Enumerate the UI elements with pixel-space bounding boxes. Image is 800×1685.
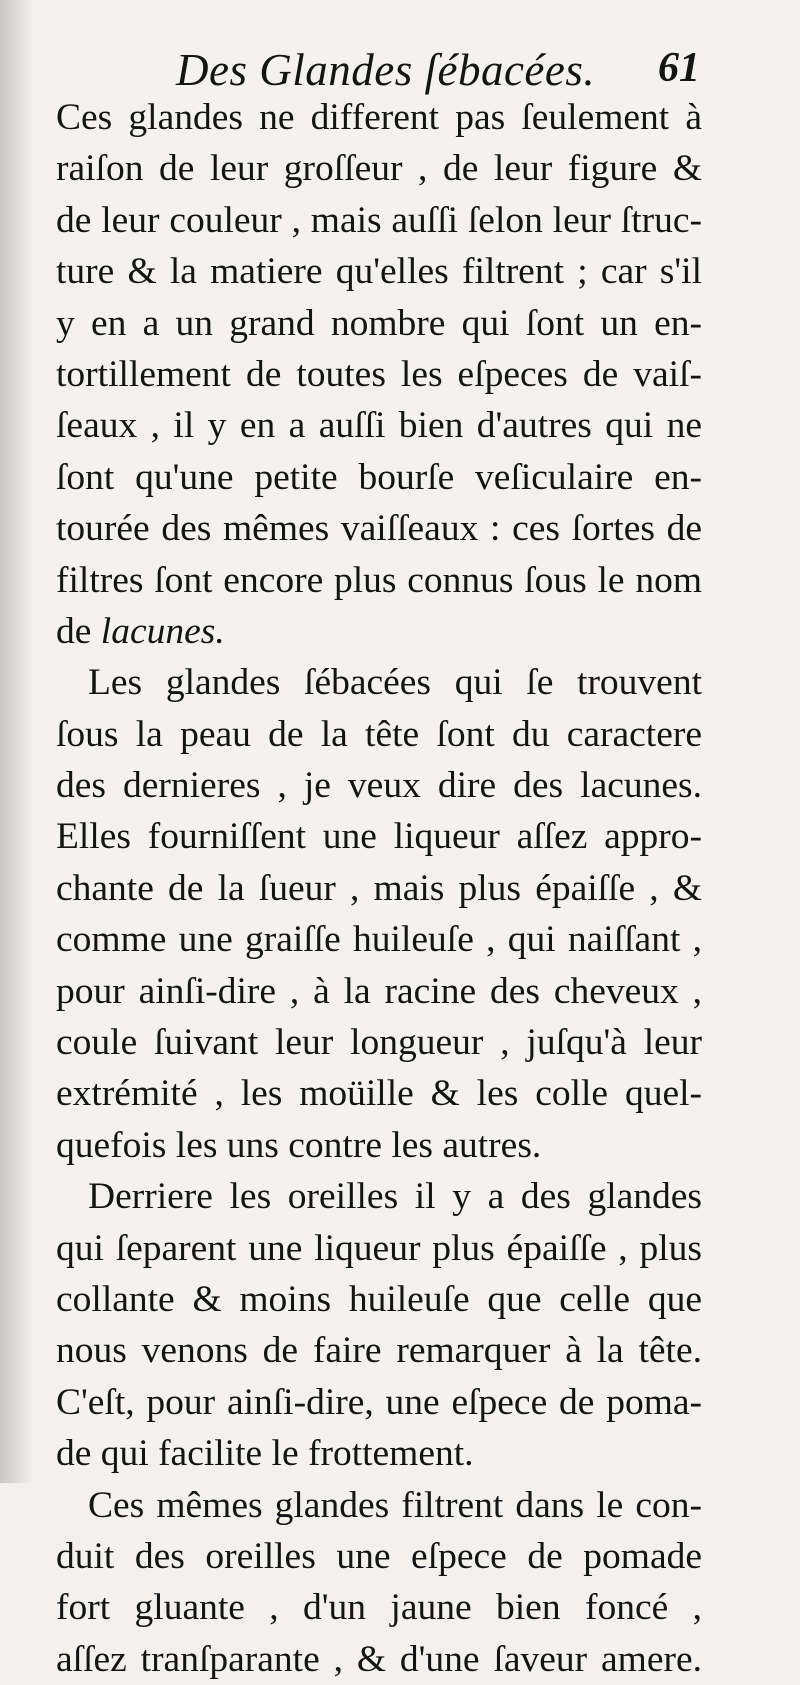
text-line: de leur couleur , mais auſſi ſelon leur ſtruc- [56, 199, 702, 241]
text-line [56, 606, 702, 657]
text-line: C'eſt, pour ainſi-dire, une eſpece de poma- [56, 1381, 702, 1423]
text-line: extrémité , les moüille & les colle quel- [56, 1073, 702, 1115]
text-line: ſont qu'une petite bourſe veſiculaire en- [56, 456, 702, 498]
paragraph [56, 92, 702, 657]
text-line: duit des oreilles une eſpece de pomade [56, 1535, 702, 1577]
text-line: chante de la ſueur , mais plus épaiſſe , & [56, 867, 702, 909]
text-line: Derriere les oreilles il y a des glandes [88, 1176, 702, 1218]
text-line: quefois les uns contre les autres. [56, 1124, 542, 1166]
binding-shadow [0, 0, 34, 1483]
text-line: ſous la peau de la tête ſont du caractere [56, 713, 702, 755]
italic-term: lacunes. [100, 610, 225, 652]
text-line: qui ſeparent une liqueur plus épaiſſe , plus [56, 1227, 702, 1269]
paragraph [56, 657, 702, 1171]
text-line: ture & la matiere qu'elles filtrent ; car s'il [56, 251, 702, 293]
text-line: tourée des mêmes vaiſſeaux : ces ſortes de [56, 508, 702, 550]
text-line: Ces mêmes glandes filtrent dans le con- [88, 1484, 702, 1526]
text-line: Les glandes ſébacées qui ſe trouvent [88, 662, 702, 704]
text-line: coule ſuivant leur longueur , juſqu'à leur [56, 1022, 702, 1064]
text-line: tortillement de toutes les eſpeces de vaiſ- [56, 353, 702, 395]
text-line: ſeaux , il y en a auſſi bien d'autres qui ne [56, 405, 702, 447]
body-text [56, 92, 702, 1685]
text-line: collante & moins huileuſe que celle que [56, 1278, 702, 1320]
running-head-title: Des Glandes ſébacées. [176, 45, 596, 95]
text-line: nous venons de faire remarquer à la tête. [56, 1330, 702, 1372]
paragraph [56, 1480, 702, 1685]
text-line: y en a un grand nombre qui ſont un en- [56, 302, 702, 344]
text-line: raiſon de leur groſſeur , de leur figure & [56, 148, 702, 190]
text-line: filtres ſont encore plus connus ſous le nom [56, 559, 702, 601]
text-line: de qui facilite le frottement. [56, 1433, 474, 1475]
text-line: fort gluante , d'un jaune bien foncé , [56, 1587, 702, 1629]
paragraph [56, 1171, 702, 1479]
text-line: Elles fourniſſent une liqueur aſſez appro- [56, 816, 702, 858]
page-number: 61 [658, 45, 700, 91]
text-line: pour ainſi-dire , à la racine des cheveux , [56, 970, 702, 1012]
text-line: des dernieres , je veux dire des lacunes. [56, 765, 702, 807]
text-line: Ces glandes ne different pas ſeulement à [56, 97, 702, 138]
text-line: aſſez tranſparante , & d'une ſaveur amere. [56, 1638, 702, 1680]
line-prefix: de [56, 610, 101, 652]
text-line: comme une graiſſe huileuſe , qui naiſſant , [56, 919, 702, 961]
